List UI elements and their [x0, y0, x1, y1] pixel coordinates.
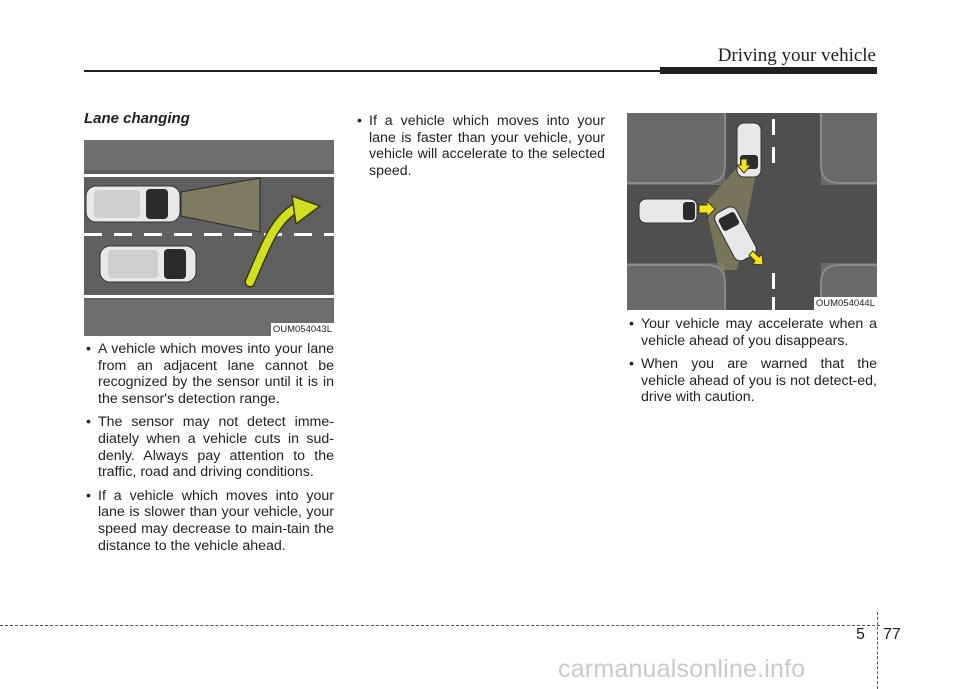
list-item: • A vehicle which moves into your lane from an adjacent lane cannot be recognized by the sensor until it is in the sensor's detection range.: [86, 341, 334, 407]
page-number: 77: [883, 626, 901, 643]
list-item: • The sensor may not detect imme-diately when a vehicle cuts in sud-denly. Always pay attention to the traffic, road and driving conditions.: [86, 414, 334, 481]
bullet-list-column1: [84, 341, 334, 561]
header-rule-thick: [660, 67, 877, 74]
bullet-list-column2: [355, 113, 605, 186]
page-header-title: Driving your vehicle: [717, 45, 876, 66]
lane-change-figure: [84, 140, 334, 336]
chapter-number: 5: [856, 626, 865, 643]
header-rule: [84, 70, 660, 72]
list-item: • If a vehicle which moves into your lane is slower than your vehicle, your speed may decrease to main-tain the distance to the vehicle ahead.: [86, 487, 334, 554]
figure-code: OUM054044L: [815, 298, 875, 309]
intersection-illustration: [627, 113, 877, 310]
list-item: • If a vehicle which moves into your lane is faster than your vehicle, your vehicle will accelerate to the selected speed.: [357, 113, 605, 179]
lane-change-illustration: [84, 140, 334, 336]
watermark: carmanualsonline.info: [558, 655, 806, 683]
list-item: • Your vehicle may accelerate when a vehicle ahead of you disappears.: [629, 316, 877, 349]
figure-code: OUM054043L: [272, 324, 332, 335]
section-title: Lane changing: [84, 110, 190, 127]
intersection-figure: [627, 113, 877, 310]
footer-divider: [877, 612, 878, 689]
list-item: • When you are warned that the vehicle ahead of you is not detect-ed, drive with caution.: [629, 356, 877, 406]
footer-rule: [0, 625, 880, 626]
bullet-list-column3: [627, 316, 877, 413]
